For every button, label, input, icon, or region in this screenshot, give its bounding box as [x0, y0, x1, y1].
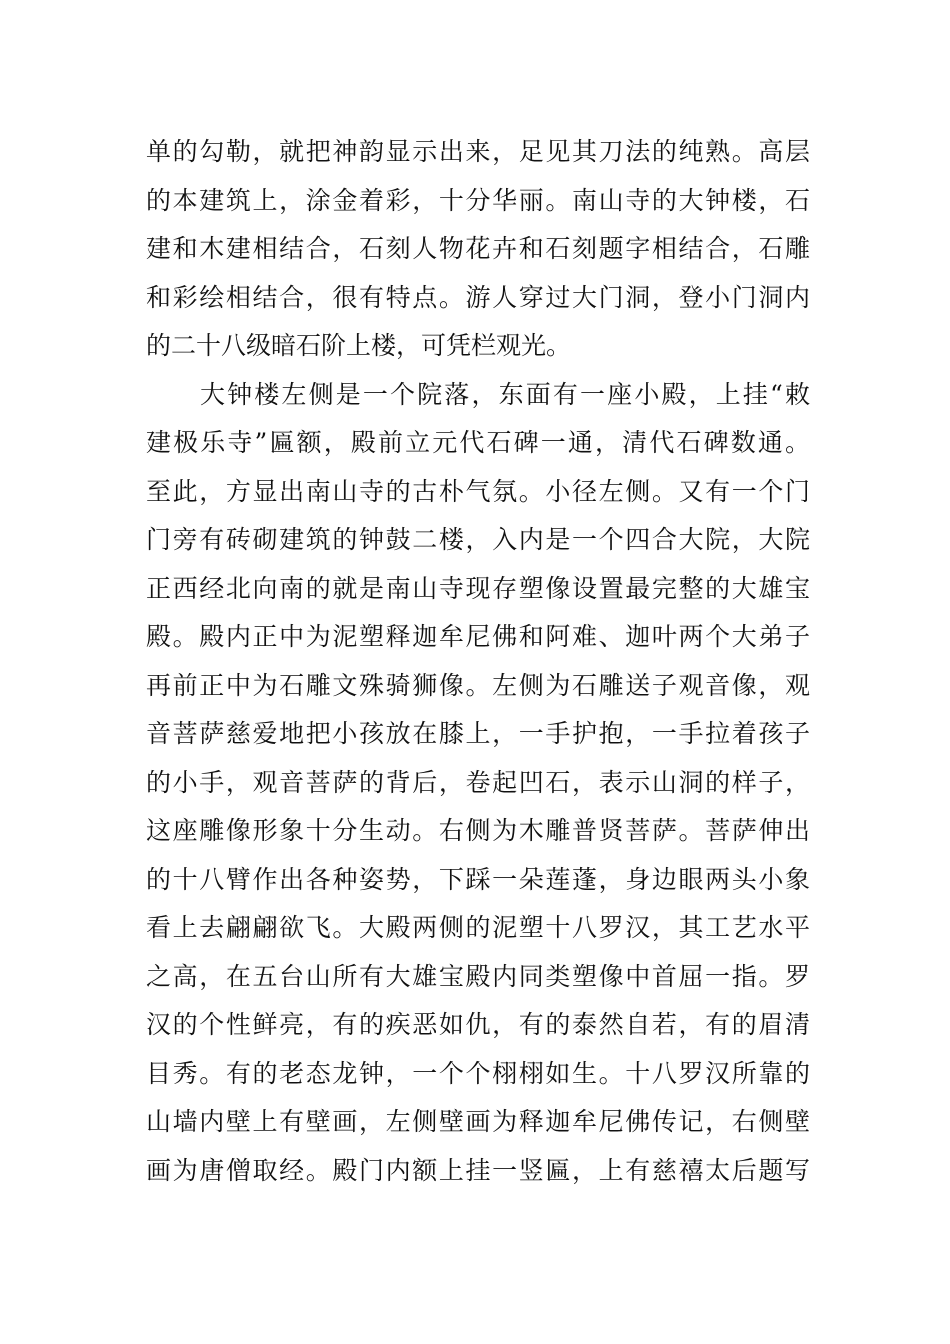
text-line: 大钟楼左侧是一个院落，东面有一座小殿，上挂“敕 — [200, 379, 810, 409]
text-line: 正西经北向南的就是南山寺现存塑像设置最完整的大雄宝 — [146, 573, 810, 603]
text-line: 再前正中为石雕文殊骑狮像。左侧为石雕送子观音像，观 — [146, 670, 810, 700]
text-line: 汉的个性鲜亮，有的疾恶如仇，有的泰然自若，有的眉清 — [146, 1010, 810, 1039]
body-text — [146, 128, 810, 1195]
text-line: 和彩绘相结合，很有特点。游人穿过大门洞，登小门洞内 — [146, 282, 810, 312]
text-line: 门旁有砖砌建筑的钟鼓二楼，入内是一个四合大院，大院 — [146, 525, 810, 554]
text-line: 建极乐寺”匾额，殿前立元代石碑一通，清代石碑数通。 — [146, 428, 810, 457]
text-line: 的小手，观音菩萨的背后，卷起凹石，表示山洞的样子， — [146, 767, 810, 797]
text-line: 这座雕像形象十分生动。右侧为木雕普贤菩萨。菩萨伸出 — [146, 816, 810, 845]
text-line: 殿。殿内正中为泥塑释迦牟尼佛和阿难、迦叶两个大弟子 — [146, 622, 810, 651]
text-line: 看上去翩翩欲飞。大殿两侧的泥塑十八罗汉，其工艺水平 — [146, 913, 810, 942]
text-line: 画为唐僧取经。殿门内额上挂一竖匾，上有慈禧太后题写 — [146, 1155, 810, 1185]
text-line: 目秀。有的老态龙钟，一个个栩栩如生。十八罗汉所靠的 — [146, 1058, 810, 1088]
text-line: 建和木建相结合，石刻人物花卉和石刻题字相结合，石雕 — [146, 234, 810, 263]
text-line: 的二十八级暗石阶上楼，可凭栏观光。 — [146, 331, 572, 360]
text-line: 的本建筑上，涂金着彩，十分华丽。南山寺的大钟楼，石 — [146, 185, 810, 215]
text-line: 山墙内壁上有壁画，左侧壁画为释迦牟尼佛传记，右侧壁 — [146, 1107, 810, 1136]
text-line: 之高，在五台山所有大雄宝殿内同类塑像中首屈一指。罗 — [146, 961, 810, 991]
text-line: 的十八臂作出各种姿势，下踩一朵莲蓬，身边眼两头小象 — [146, 864, 810, 894]
text-line: 音菩萨慈爱地把小孩放在膝上，一手护抱，一手拉着孩子 — [146, 719, 810, 748]
text-line: 至此，方显出南山寺的古朴气氛。小径左侧。又有一个门 — [146, 476, 810, 506]
text-line: 单的勾勒，就把神韵显示出来，足见其刀法的纯熟。高层 — [146, 137, 810, 166]
